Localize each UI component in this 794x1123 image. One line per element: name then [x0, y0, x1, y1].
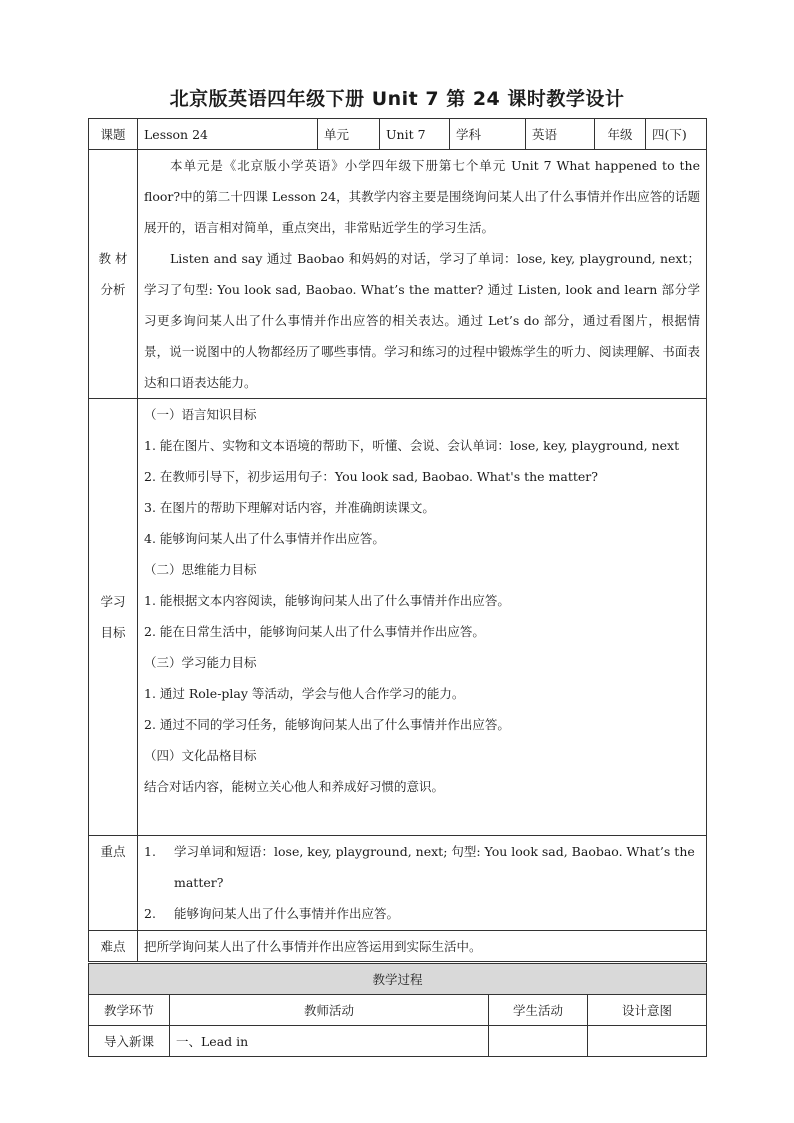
process-header: 教学过程	[89, 964, 707, 995]
teaching-process-table	[88, 963, 707, 1057]
key-point-item	[144, 898, 700, 929]
student-activity-cell	[489, 1026, 588, 1057]
goal-line: 2. 在教师引导下，初步运用句子：You look sad, Baobao. What's the matter?	[144, 469, 598, 484]
goal-line: （三）学习能力目标	[144, 655, 257, 670]
goal-line: （一）语言知识目标	[144, 407, 257, 422]
grade-label: 年级	[595, 119, 646, 150]
key-point-number: 2.	[144, 906, 156, 921]
material-label-line2: 分析	[100, 282, 126, 297]
key-points-label: 重点	[100, 844, 126, 859]
material-paragraph-2: Listen and say 通过 Baobao 和妈妈的对话，学习了单词：lose, key, playground, next；学习了句型: You look sad, Baobao. What’s the matter? 通过 Listen, look and learn 部分学习更多询问某人出了什么事情并作出应答的相关表达。通过 Let’s do 部分，通过看图片，根据情景，说一说图中的人物都经历了哪些事情。学习和练习的过程中锻炼学生的听力、阅读理解、书面表达和口语表达能力。	[144, 251, 700, 390]
goal-line: 1. 能在图片、实物和文本语境的帮助下，听懂、会说、会认单词：lose, key, playground, next	[144, 438, 680, 453]
goal-line: （四）文化品格目标	[144, 748, 257, 763]
unit-value: Unit 7	[380, 119, 450, 150]
col-intent-header: 设计意图	[588, 995, 707, 1026]
col-teacher-header: 教师活动	[170, 995, 489, 1026]
goal-line: 3. 在图片的帮助下理解对话内容，并准确朗读课文。	[144, 500, 435, 515]
goals-label-cell	[89, 399, 138, 836]
page-title: 北京版英语四年级下册 Unit 7 第 24 课时教学设计	[169, 88, 625, 110]
lesson-info-table	[88, 118, 707, 962]
topic-value: Lesson 24	[138, 119, 318, 150]
material-row	[89, 150, 707, 399]
table-row	[89, 1026, 707, 1057]
key-points-label-cell	[89, 836, 138, 931]
material-label-cell	[89, 150, 138, 399]
col-student-header: 学生活动	[489, 995, 588, 1026]
col-stage-header: 教学环节	[89, 995, 170, 1026]
key-point-item	[144, 836, 700, 898]
goal-line: 1. 能根据文本内容阅读，能够询问某人出了什么事情并作出应答。	[144, 593, 510, 608]
goal-line: 4. 能够询问某人出了什么事情并作出应答。	[144, 531, 385, 546]
key-point-text: 能够询问某人出了什么事情并作出应答。	[174, 906, 400, 921]
subject-value: 英语	[526, 119, 595, 150]
grade-value: 四(下)	[646, 119, 707, 150]
difficult-text: 把所学询问某人出了什么事情并作出应答运用到实际生活中。	[138, 931, 707, 962]
goal-line: 结合对话内容，能树立关心他人和养成好习惯的意识。	[144, 779, 445, 794]
material-paragraph-1: 本单元是《北京版小学英语》小学四年级下册第七个单元 Unit 7 What happened to the floor?中的第二十四课 Lesson 24，其教学内容主要是围绕询问某人出了什么事情并作出应答的话题展开的，语言相对简单，重点突出，非常贴近学生的学习生活。	[144, 158, 700, 235]
material-content	[138, 150, 707, 399]
key-points-row	[89, 836, 707, 931]
teacher-activity-cell: 一、Lead in	[170, 1026, 489, 1057]
goal-line: （二）思维能力目标	[144, 562, 257, 577]
goals-label-line2: 目标	[100, 625, 126, 640]
goals-row	[89, 399, 707, 836]
goal-line: 2. 能在日常生活中，能够询问某人出了什么事情并作出应答。	[144, 624, 485, 639]
key-point-text: 学习单词和短语：lose, key, playground, next; 句型: You look sad, Baobao. What’s the matter?	[174, 844, 695, 890]
unit-label: 单元	[318, 119, 380, 150]
design-intent-cell	[588, 1026, 707, 1057]
key-point-number: 1.	[144, 844, 156, 859]
goal-line: 2. 通过不同的学习任务，能够询问某人出了什么事情并作出应答。	[144, 717, 510, 732]
key-points-content	[138, 836, 707, 931]
goals-label-line1: 学习	[100, 594, 126, 609]
process-header-row	[89, 964, 707, 995]
goals-content	[138, 399, 707, 836]
subject-label: 学科	[450, 119, 526, 150]
difficult-label: 难点	[89, 931, 138, 962]
material-label-line1: 教 材	[98, 251, 128, 266]
header-row	[89, 119, 707, 150]
difficult-row	[89, 931, 707, 962]
stage-cell: 导入新课	[89, 1026, 170, 1057]
topic-label: 课题	[89, 119, 138, 150]
process-columns-row	[89, 995, 707, 1026]
goal-line: 1. 通过 Role-play 等活动，学会与他人合作学习的能力。	[144, 686, 465, 701]
